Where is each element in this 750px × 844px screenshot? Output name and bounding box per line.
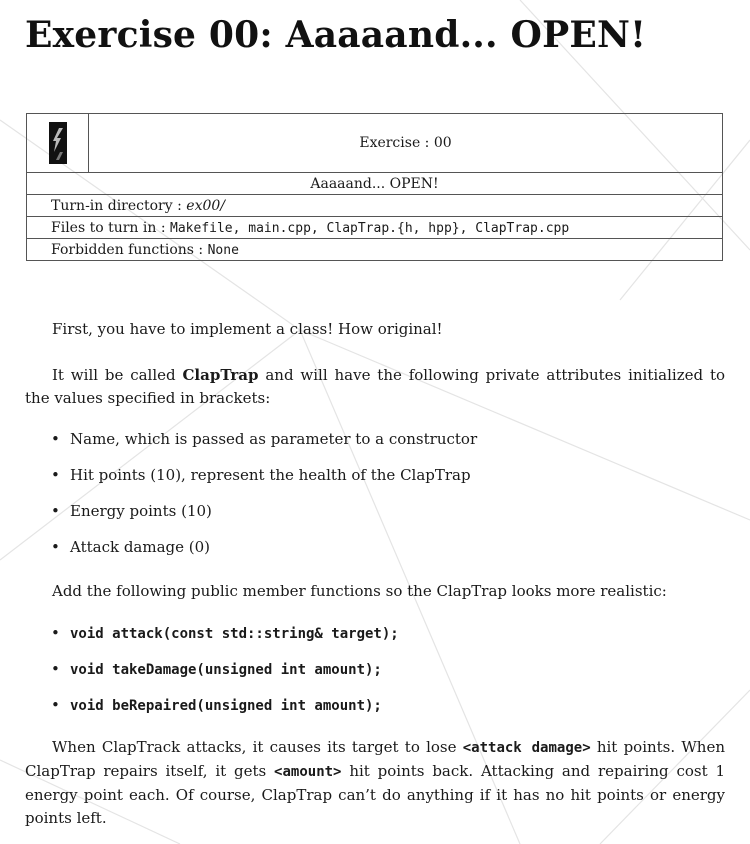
list-item: • void attack(const std::string& target); xyxy=(51,624,399,642)
school-logo-icon xyxy=(47,122,69,164)
attack-damage-code: <attack damage> xyxy=(462,740,591,756)
list-item: • Hit points (10), represent the health of the ClapTrap xyxy=(51,466,471,484)
intro-paragraph: First, you have to implement a class! How original! xyxy=(52,320,443,338)
list-item: • void takeDamage(unsigned int amount); xyxy=(51,660,382,678)
files-to-turn-in-row xyxy=(27,217,723,239)
exercise-number-cell xyxy=(89,114,723,173)
exercise-name: Aaaaand... OPEN! xyxy=(310,175,439,192)
turnin-label: Turn-in directory : xyxy=(51,197,187,214)
behavior-paragraph: When ClapTrack attacks, it causes its target to lose <attack damage> hit points. When ClapTrap repairs itself, it gets <amount> hit points back. Attacking and repairing cost 1 energy point each. Of course, ClapTrap can’t do anything if it has no hit points or energy points left. xyxy=(25,738,725,827)
class-desc-post: and will have the following private attributes initialized to the values specified in brackets: xyxy=(25,366,725,407)
class-name: ClapTrap xyxy=(182,366,259,384)
list-item: • Attack damage (0) xyxy=(51,538,211,556)
exercise-name-cell xyxy=(27,173,723,195)
forbidden-label: Forbidden functions : xyxy=(51,241,208,258)
amount-code: <amount> xyxy=(274,764,342,780)
exercise-number: Exercise : 00 xyxy=(359,135,452,151)
list-item: • Energy points (10) xyxy=(51,502,212,520)
list-item: • Name, which is passed as parameter to a constructor xyxy=(51,430,478,448)
forbidden-functions-row xyxy=(27,239,723,261)
list-item: • void beRepaired(unsigned int amount); xyxy=(51,696,382,714)
turnin-value: ex00/ xyxy=(186,197,225,214)
class-description-paragraph xyxy=(25,364,725,410)
exercise-info-table xyxy=(26,113,723,261)
files-value: Makefile, main.cpp, ClapTrap.{h, hpp}, ClapTrap.cpp xyxy=(170,220,570,236)
class-desc-pre: It will be called xyxy=(52,366,183,384)
turnin-directory-row xyxy=(27,195,723,217)
logo-cell xyxy=(27,114,89,173)
files-label: Files to turn in : xyxy=(51,219,171,236)
forbidden-value: None xyxy=(207,242,239,258)
exercise-heading: Exercise 00: Aaaaand... OPEN! xyxy=(25,14,647,56)
member-functions-paragraph: Add the following public member functions so the ClapTrap looks more realistic: xyxy=(52,582,667,600)
